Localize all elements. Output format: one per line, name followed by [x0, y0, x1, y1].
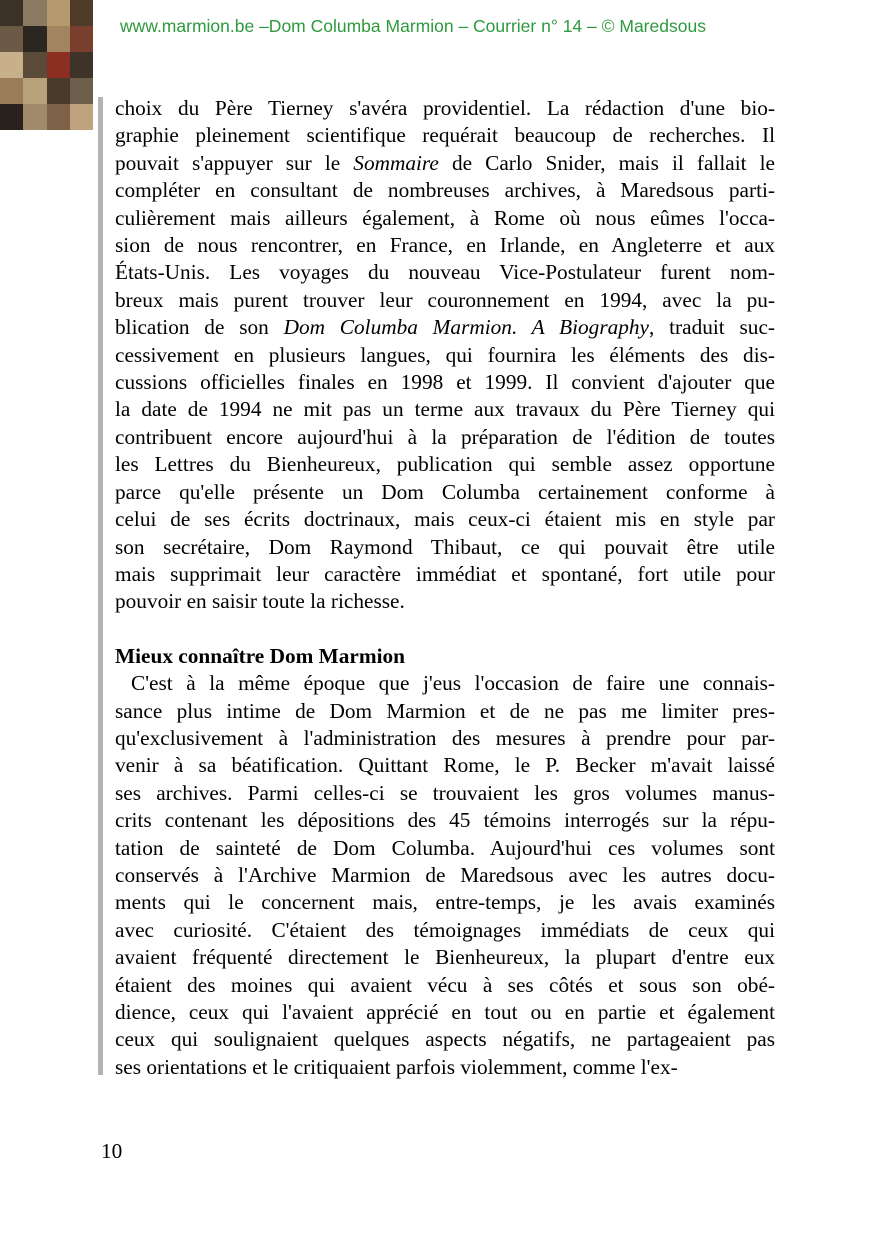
text-segment: sion de nous rencontrer, en France, en Irlande, en Angleterre et aux — [115, 233, 775, 258]
text-segment: contribuent encore aujourd'hui à la préparation de l'édition de toutes — [115, 424, 775, 449]
text-segment: qu'exclusivement à l'administration des mesures à prendre pour par- — [115, 725, 775, 750]
text-line — [115, 944, 775, 971]
text-line — [115, 862, 775, 889]
italic-title: Dom Columba Marmion. A Biography — [283, 315, 650, 340]
text-line — [115, 150, 775, 177]
text-line — [115, 424, 775, 451]
text-line — [115, 369, 775, 396]
text-line — [115, 588, 775, 615]
text-line — [115, 479, 775, 506]
collage-tile — [0, 26, 23, 52]
text-segment: dience, ceux qui l'avaient apprécié en tout ou en partie et également — [115, 1000, 775, 1024]
paragraph-2 — [115, 670, 775, 1081]
text-line — [115, 999, 775, 1026]
text-line — [115, 670, 775, 697]
text-segment: culièrement mais ailleurs également, à Rome où nous eûmes l'occa- — [115, 205, 775, 230]
text-line — [115, 835, 775, 862]
text-segment: ses archives. Parmi celles-ci se trouvaient les gros volumes manus- — [115, 780, 775, 805]
article-body — [115, 95, 775, 1081]
text-line — [115, 314, 775, 341]
collage-tile — [47, 26, 70, 52]
collage-tile — [23, 78, 46, 104]
text-line — [115, 889, 775, 916]
collage-tile — [0, 0, 23, 26]
text-segment: pouvait s'appuyer sur le — [115, 150, 354, 175]
text-line — [115, 451, 775, 478]
collage-tile — [47, 52, 70, 78]
text-segment: de Carlo Snider, mais il fallait le — [438, 150, 775, 175]
text-segment: sance plus intime de Dom Marmion et de ne pas me limiter pres- — [115, 698, 775, 723]
section-title: Mieux connaître Dom Marmion — [115, 643, 406, 668]
collage-tile — [47, 78, 70, 104]
text-segment: étaient des moines qui avaient vécu à ses côtés et sous son obé- — [115, 972, 775, 997]
text-line — [115, 972, 775, 999]
collage-tile — [70, 52, 93, 78]
collage-tile — [0, 78, 23, 104]
text-line — [115, 561, 775, 588]
text-line — [115, 232, 775, 259]
margin-rule — [98, 97, 103, 1075]
text-segment: cussions officielles finales en 1998 et 1999. Il convient d'ajouter que — [115, 370, 775, 395]
text-line — [115, 342, 775, 369]
collage-tile — [70, 26, 93, 52]
text-line — [115, 95, 775, 122]
collage-tile — [0, 104, 23, 130]
text-segment: tation de sainteté de Dom Columba. Aujourd'hui ces volumes sont — [115, 835, 775, 860]
collage-tile — [47, 104, 70, 130]
text-line — [115, 752, 775, 779]
italic-title: Sommaire — [353, 150, 439, 175]
text-line — [115, 177, 775, 204]
header-photo-collage — [0, 0, 93, 130]
text-segment: ments qui le concernent mais, entre-temps, je les avais examinés — [115, 890, 775, 915]
text-line — [115, 506, 775, 533]
text-line — [115, 534, 775, 561]
collage-tile — [23, 104, 46, 130]
collage-tile — [70, 104, 93, 130]
text-line — [115, 259, 775, 286]
text-line — [115, 807, 775, 834]
text-segment: compléter en consultant de nombreuses archives, à Maredsous parti- — [115, 178, 775, 203]
collage-tile — [23, 52, 46, 78]
text-line — [115, 780, 775, 807]
text-segment: conservés à l'Archive Marmion de Maredsous avec les autres docu- — [115, 862, 775, 887]
text-segment: avaient fréquenté directement le Bienheureux, la plupart d'entre eux — [115, 945, 775, 970]
text-segment: parce qu'elle présente un Dom Columba certainement conforme à — [115, 479, 775, 504]
text-line — [115, 205, 775, 232]
text-line — [115, 122, 775, 149]
text-line — [115, 1054, 775, 1081]
page-number: 10 — [101, 1139, 123, 1163]
text-segment: graphie pleinement scientifique requérait beaucoup de recherches. Il — [115, 123, 775, 148]
text-segment: C'est à la même époque que j'eus l'occasion de faire une connais- — [131, 671, 775, 696]
text-line — [115, 1026, 775, 1053]
text-segment: son secrétaire, Dom Raymond Thibaut, ce qui pouvait être utile — [115, 534, 775, 559]
text-segment: cessivement en plusieurs langues, qui fournira les éléments des dis- — [115, 342, 775, 367]
text-line — [115, 725, 775, 752]
collage-tile — [70, 78, 93, 104]
text-segment: États-Unis. Les voyages du nouveau Vice-Postulateur furent nom- — [115, 260, 775, 285]
collage-tile — [47, 0, 70, 26]
text-segment: choix du Père Tierney s'avéra providentiel. La rédaction d'une bio- — [115, 96, 775, 120]
text-segment: breux mais purent trouver leur couronnement en 1994, avec la pu- — [115, 287, 775, 312]
paragraph-1 — [115, 95, 775, 616]
text-segment: , traduit suc- — [649, 315, 775, 340]
text-segment: les Lettres du Bienheureux, publication qui semble assez opportune — [115, 452, 775, 477]
collage-tile — [70, 0, 93, 26]
collage-tile — [23, 26, 46, 52]
collage-tile — [23, 0, 46, 26]
collage-tile — [0, 52, 23, 78]
text-segment: venir à sa béatification. Quittant Rome, le P. Becker m'avait laissé — [115, 753, 775, 778]
text-line — [115, 698, 775, 725]
page-header[interactable]: www.marmion.be –Dom Columba Marmion – Courrier n° 14 – © Maredsous — [120, 16, 706, 36]
text-segment: ceux qui soulignaient quelques aspects négatifs, ne partageaient pas — [115, 1027, 775, 1052]
text-segment: celui de ses écrits doctrinaux, mais ceux-ci étaient mis en style par — [115, 507, 775, 532]
text-line — [115, 287, 775, 314]
text-segment: ses orientations et le critiquaient parfois violemment, comme l'ex- — [115, 1054, 678, 1079]
text-segment: blication de son — [115, 315, 284, 340]
text-line — [115, 917, 775, 944]
text-segment: avec curiosité. C'étaient des témoignages immédiats de ceux qui — [115, 917, 775, 942]
text-segment: la date de 1994 ne mit pas un terme aux travaux du Père Tierney qui — [115, 397, 775, 422]
text-line — [115, 396, 775, 423]
text-segment: pouvoir en saisir toute la richesse. — [115, 589, 405, 614]
text-segment: crits contenant les dépositions des 45 témoins interrogés sur la répu- — [115, 808, 775, 833]
text-segment: mais supprimait leur caractère immédiat et spontané, fort utile pour — [115, 561, 775, 586]
